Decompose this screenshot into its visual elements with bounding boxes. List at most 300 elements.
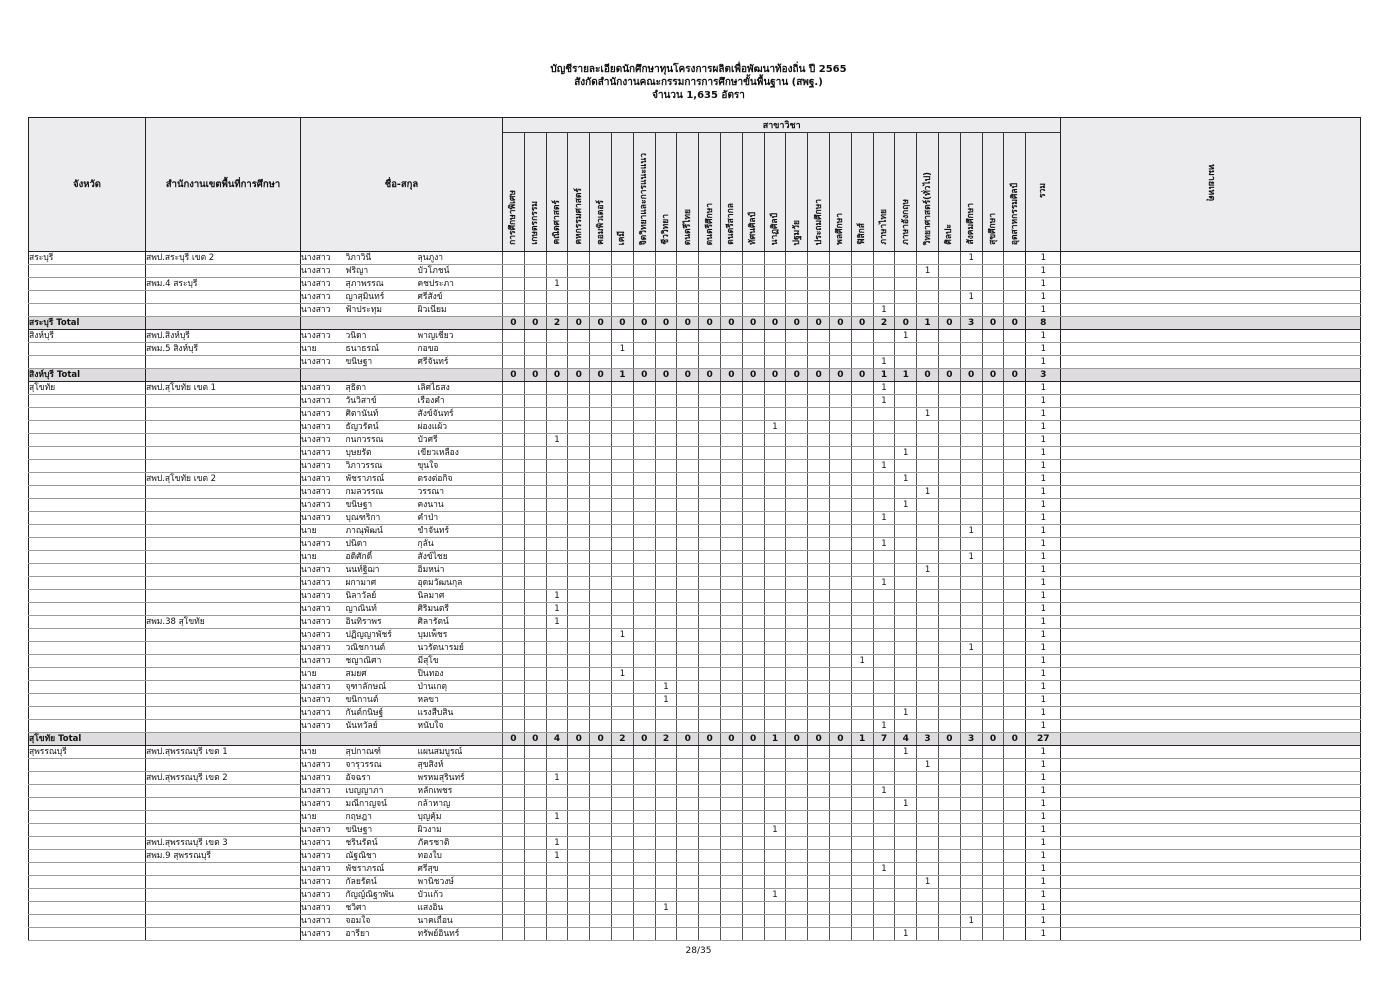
subject-count-cell — [873, 837, 895, 850]
header-total-label: รวม — [1038, 183, 1049, 198]
subject-count-cell — [1004, 460, 1026, 473]
subject-count-cell — [524, 460, 546, 473]
header-subject — [851, 133, 873, 252]
subject-count-cell — [851, 330, 873, 343]
name-prefix: นางสาว — [301, 824, 346, 837]
subject-count-cell — [764, 863, 786, 876]
subject-count-cell — [808, 824, 830, 837]
last-name: หลขา — [418, 694, 503, 707]
subject-total-cell: 0 — [851, 369, 873, 382]
subject-count-cell — [917, 837, 939, 850]
subject-count-cell — [720, 876, 742, 889]
subject-count-cell — [808, 785, 830, 798]
remarks-cell — [1061, 798, 1361, 811]
subject-count-cell — [568, 616, 590, 629]
last-name: บุมเพ็ชร — [418, 629, 503, 642]
subject-count-cell — [677, 538, 699, 551]
subject-count-cell — [982, 772, 1004, 785]
subject-count-cell — [677, 707, 699, 720]
subject-count-cell — [524, 655, 546, 668]
subject-count-cell — [524, 395, 546, 408]
subject-count-cell — [524, 447, 546, 460]
subject-count-cell — [677, 603, 699, 616]
last-name: แสงอิน — [418, 902, 503, 915]
subject-count-cell — [699, 382, 721, 395]
province-cell — [29, 434, 146, 447]
name-prefix: นางสาว — [301, 642, 346, 655]
office-cell — [146, 486, 301, 499]
province-total-label: สุโขทัย Total — [29, 733, 146, 746]
subject-total-cell: 0 — [829, 317, 851, 330]
subject-count-cell — [938, 265, 960, 278]
subject-count-cell — [829, 720, 851, 733]
header-subject — [895, 133, 917, 252]
subject-count-cell — [764, 278, 786, 291]
subject-count-cell — [677, 252, 699, 265]
subject-count-cell — [764, 759, 786, 772]
subject-count-cell — [982, 811, 1004, 824]
subject-count-cell — [655, 330, 677, 343]
subject-count-cell — [1004, 382, 1026, 395]
subject-count-cell — [786, 408, 808, 421]
remarks-cell — [1061, 629, 1361, 642]
subject-count-cell — [764, 616, 786, 629]
name-prefix: นางสาว — [301, 486, 346, 499]
subject-count-cell — [742, 642, 764, 655]
subject-count-cell — [568, 668, 590, 681]
remarks-cell — [1061, 681, 1361, 694]
subject-count-cell — [786, 915, 808, 928]
province-cell — [29, 928, 146, 941]
subject-count-cell — [612, 252, 634, 265]
subject-count-cell — [786, 551, 808, 564]
subject-count-cell — [590, 304, 612, 317]
subject-count-cell — [938, 486, 960, 499]
subject-count-cell — [699, 798, 721, 811]
subject-count-cell — [699, 538, 721, 551]
subject-count-cell — [720, 707, 742, 720]
subject-count-cell — [895, 356, 917, 369]
name-prefix: นางสาว — [301, 707, 346, 720]
subject-count-cell — [917, 356, 939, 369]
subject-total-cell: 0 — [742, 317, 764, 330]
subject-count-cell — [633, 720, 655, 733]
first-name: ญาณินท์ — [346, 603, 418, 616]
subject-count-cell — [764, 902, 786, 915]
last-name: บุญคุ้ม — [418, 811, 503, 824]
subject-count-cell: 1 — [546, 590, 568, 603]
subject-count-cell — [677, 408, 699, 421]
subject-count-cell — [612, 681, 634, 694]
subject-count-cell — [829, 252, 851, 265]
subject-count-cell — [895, 681, 917, 694]
subject-count-cell — [546, 525, 568, 538]
subject-count-cell — [742, 330, 764, 343]
first-name: บุษยรัต — [346, 447, 418, 460]
table-row — [29, 850, 1361, 863]
subject-count-cell — [895, 421, 917, 434]
subject-count-cell — [503, 928, 525, 941]
office-cell — [146, 408, 301, 421]
name-prefix: นางสาว — [301, 889, 346, 902]
subject-count-cell — [786, 330, 808, 343]
header-subject — [938, 133, 960, 252]
subject-count-cell — [699, 642, 721, 655]
subject-count-cell — [699, 603, 721, 616]
subject-count-cell — [808, 538, 830, 551]
subject-count-cell — [917, 915, 939, 928]
subject-count-cell — [590, 668, 612, 681]
subject-count-cell — [699, 486, 721, 499]
remarks-cell — [1061, 252, 1361, 265]
subject-count-cell — [786, 460, 808, 473]
table-row — [29, 707, 1361, 720]
subject-count-cell — [873, 928, 895, 941]
table-row — [29, 473, 1361, 486]
subject-total-cell: 0 — [982, 733, 1004, 746]
subject-count-cell — [568, 902, 590, 915]
subject-total-cell: 1 — [612, 369, 634, 382]
subject-count-cell — [829, 330, 851, 343]
name-prefix: นาย — [301, 525, 346, 538]
subject-count-cell — [982, 512, 1004, 525]
subject-count-cell — [808, 395, 830, 408]
subject-total-cell: 0 — [568, 733, 590, 746]
subject-total-cell: 0 — [742, 733, 764, 746]
subject-total-cell: 3 — [960, 317, 982, 330]
province-cell — [29, 278, 146, 291]
header-total — [1026, 133, 1061, 252]
subject-count-cell — [851, 915, 873, 928]
subject-count-cell — [938, 681, 960, 694]
subject-count-cell — [568, 577, 590, 590]
subject-count-cell — [590, 837, 612, 850]
subject-count-cell — [568, 785, 590, 798]
remarks-cell — [1061, 395, 1361, 408]
subject-count-cell — [720, 889, 742, 902]
subject-count-cell — [851, 434, 873, 447]
subject-count-cell — [677, 447, 699, 460]
header-subject-label: การศึกษาพิเศษ — [508, 190, 519, 245]
subject-count-cell — [960, 590, 982, 603]
subject-total-cell: 2 — [546, 317, 568, 330]
first-name: อารียา — [346, 928, 418, 941]
subject-count-cell — [960, 876, 982, 889]
subject-count-cell — [960, 616, 982, 629]
subject-count-cell — [851, 837, 873, 850]
subject-count-cell — [851, 759, 873, 772]
subject-count-cell — [960, 304, 982, 317]
subject-count-cell — [503, 863, 525, 876]
subject-count-cell — [568, 681, 590, 694]
header-subject-label: เคมี — [617, 230, 628, 245]
subject-count-cell — [851, 291, 873, 304]
first-name: มณีกาญจน์ — [346, 798, 418, 811]
subject-count-cell — [503, 304, 525, 317]
subject-count-cell — [917, 616, 939, 629]
office-cell — [146, 811, 301, 824]
subject-count-cell — [786, 473, 808, 486]
subject-count-cell — [524, 486, 546, 499]
subject-count-cell — [1004, 330, 1026, 343]
subject-count-cell — [873, 629, 895, 642]
subject-count-cell: 1 — [895, 473, 917, 486]
subject-count-cell — [612, 330, 634, 343]
first-name: เบญญาภา — [346, 785, 418, 798]
subject-count-cell: 1 — [546, 603, 568, 616]
subject-count-cell — [612, 278, 634, 291]
subject-count-cell — [524, 265, 546, 278]
subject-count-cell — [590, 798, 612, 811]
subject-count-cell — [938, 616, 960, 629]
subject-count-cell — [568, 915, 590, 928]
subject-count-cell — [873, 447, 895, 460]
last-name: เขียวเหลือง — [418, 447, 503, 460]
subject-count-cell — [699, 447, 721, 460]
subject-count-cell — [829, 785, 851, 798]
subject-count-cell — [568, 798, 590, 811]
subject-count-cell — [524, 330, 546, 343]
subject-count-cell — [982, 473, 1004, 486]
subject-total-cell: 0 — [1004, 733, 1026, 746]
subject-count-cell — [568, 564, 590, 577]
subject-count-cell — [568, 291, 590, 304]
subject-count-cell — [829, 655, 851, 668]
row-total: 1 — [1026, 850, 1061, 863]
subject-count-cell — [524, 720, 546, 733]
subject-count-cell — [720, 616, 742, 629]
subject-count-cell — [524, 824, 546, 837]
subject-count-cell — [655, 278, 677, 291]
subject-count-cell — [982, 278, 1004, 291]
name-prefix: นางสาว — [301, 460, 346, 473]
subject-count-cell — [786, 759, 808, 772]
subject-count-cell — [895, 629, 917, 642]
subject-count-cell — [851, 642, 873, 655]
remarks-cell — [1061, 447, 1361, 460]
subject-count-cell — [873, 590, 895, 603]
subject-count-cell — [960, 694, 982, 707]
subject-count-cell — [917, 512, 939, 525]
subject-count-cell — [764, 694, 786, 707]
subject-count-cell — [1004, 252, 1026, 265]
office-cell — [146, 798, 301, 811]
row-total: 8 — [1026, 317, 1061, 330]
subject-count-cell — [568, 590, 590, 603]
subject-count-cell — [568, 447, 590, 460]
subject-total-cell: 0 — [808, 317, 830, 330]
subject-count-cell — [633, 304, 655, 317]
subject-count-cell — [786, 655, 808, 668]
subject-count-cell — [1004, 655, 1026, 668]
subject-count-cell — [699, 785, 721, 798]
subject-count-cell — [829, 642, 851, 655]
last-name: วรรณา — [418, 486, 503, 499]
subject-count-cell — [677, 434, 699, 447]
subject-count-cell — [546, 447, 568, 460]
subject-count-cell — [1004, 304, 1026, 317]
subject-count-cell — [786, 538, 808, 551]
subject-count-cell — [633, 824, 655, 837]
first-name: วิภาวรรณ — [346, 460, 418, 473]
subject-count-cell — [524, 876, 546, 889]
subject-count-cell — [1004, 486, 1026, 499]
subject-count-cell — [655, 408, 677, 421]
subject-count-cell — [742, 434, 764, 447]
table-row — [29, 694, 1361, 707]
subject-count-cell — [720, 811, 742, 824]
subject-total-cell: 0 — [829, 369, 851, 382]
subject-count-cell — [960, 343, 982, 356]
row-total: 1 — [1026, 915, 1061, 928]
subject-count-cell — [568, 772, 590, 785]
remarks-cell — [1061, 603, 1361, 616]
name-prefix: นางสาว — [301, 473, 346, 486]
province-cell — [29, 538, 146, 551]
table-row — [29, 603, 1361, 616]
subject-count-cell — [612, 525, 634, 538]
subject-count-cell — [786, 902, 808, 915]
subject-count-cell — [1004, 642, 1026, 655]
first-name: ฟ้าประทุม — [346, 304, 418, 317]
subject-count-cell — [699, 746, 721, 759]
header-subject — [764, 133, 786, 252]
subject-count-cell — [1004, 265, 1026, 278]
subject-count-cell — [786, 356, 808, 369]
office-cell — [146, 629, 301, 642]
office-cell — [146, 265, 301, 278]
subject-count-cell — [960, 668, 982, 681]
subject-count-cell — [960, 395, 982, 408]
subject-count-cell — [612, 356, 634, 369]
subject-count-cell — [917, 473, 939, 486]
subject-count-cell — [699, 525, 721, 538]
subject-count-cell — [786, 434, 808, 447]
subject-count-cell — [655, 304, 677, 317]
subject-count-cell — [786, 720, 808, 733]
subject-count-cell — [742, 460, 764, 473]
last-name: อิ่มหน่า — [418, 564, 503, 577]
subject-count-cell: 1 — [873, 720, 895, 733]
subject-count-cell: 1 — [546, 772, 568, 785]
subject-count-cell: 1 — [960, 915, 982, 928]
subject-count-cell — [764, 798, 786, 811]
subject-count-cell — [895, 642, 917, 655]
office-cell — [146, 421, 301, 434]
table-row — [29, 759, 1361, 772]
subject-count-cell — [742, 304, 764, 317]
remarks-cell — [1061, 889, 1361, 902]
subject-count-cell — [764, 577, 786, 590]
subject-count-cell — [895, 915, 917, 928]
subject-count-cell — [982, 759, 1004, 772]
subject-count-cell — [503, 915, 525, 928]
subject-count-cell — [720, 460, 742, 473]
subject-count-cell — [612, 889, 634, 902]
subject-count-cell — [590, 759, 612, 772]
subject-count-cell — [873, 291, 895, 304]
first-name: สุภาพรรณ — [346, 278, 418, 291]
subject-count-cell — [720, 824, 742, 837]
subject-count-cell — [895, 291, 917, 304]
remarks-cell — [1061, 304, 1361, 317]
subject-count-cell — [895, 304, 917, 317]
subject-total-cell: 0 — [720, 369, 742, 382]
province-cell: สุโขทัย — [29, 382, 146, 395]
office-cell — [146, 694, 301, 707]
subject-count-cell — [590, 278, 612, 291]
subject-count-cell — [655, 525, 677, 538]
subject-count-cell — [699, 616, 721, 629]
subject-count-cell — [524, 707, 546, 720]
subject-count-cell — [917, 538, 939, 551]
row-total: 1 — [1026, 356, 1061, 369]
subject-count-cell — [851, 551, 873, 564]
last-name: บัวโภชน์ — [418, 265, 503, 278]
subject-count-cell — [568, 330, 590, 343]
subject-count-cell — [938, 902, 960, 915]
subject-count-cell — [612, 876, 634, 889]
subject-count-cell — [699, 759, 721, 772]
subject-count-cell — [829, 707, 851, 720]
first-name: วิภาวินี — [346, 252, 418, 265]
subject-count-cell — [742, 681, 764, 694]
last-name: แรงสืบสิน — [418, 707, 503, 720]
subject-count-cell — [503, 655, 525, 668]
subject-count-cell — [568, 876, 590, 889]
subject-count-cell — [808, 850, 830, 863]
header-subject-label: สังคมศึกษา — [966, 203, 977, 245]
subject-count-cell — [655, 434, 677, 447]
province-cell — [29, 772, 146, 785]
subject-count-cell — [524, 603, 546, 616]
subject-count-cell — [524, 811, 546, 824]
province-cell — [29, 356, 146, 369]
subject-count-cell — [503, 499, 525, 512]
subject-count-cell — [851, 746, 873, 759]
subject-count-cell — [720, 902, 742, 915]
subject-count-cell — [677, 746, 699, 759]
row-total: 1 — [1026, 512, 1061, 525]
header-subject-label: ภาษาไทย — [878, 209, 889, 245]
subject-count-cell — [633, 356, 655, 369]
subject-count-cell — [612, 915, 634, 928]
subject-total-cell: 0 — [503, 369, 525, 382]
subject-count-cell — [503, 252, 525, 265]
subject-count-cell — [612, 746, 634, 759]
subject-total-cell: 0 — [568, 369, 590, 382]
header-subject-label: ภาษาอังกฤษ — [900, 199, 911, 245]
subject-count-cell — [503, 642, 525, 655]
subject-count-cell — [917, 499, 939, 512]
subject-count-cell — [633, 668, 655, 681]
name-prefix: นางสาว — [301, 538, 346, 551]
subject-count-cell — [851, 512, 873, 525]
province-cell — [29, 694, 146, 707]
subject-count-cell — [612, 291, 634, 304]
subject-count-cell — [677, 902, 699, 915]
subject-count-cell — [524, 291, 546, 304]
last-name: เรืองคำ — [418, 395, 503, 408]
row-total: 1 — [1026, 798, 1061, 811]
subject-count-cell — [829, 811, 851, 824]
document-subtitle: สังกัดสำนักงานคณะกรรมการการศึกษาขั้นพื้นฐาน (สพฐ.) — [574, 77, 823, 88]
subject-count-cell — [960, 811, 982, 824]
first-name: ธัญวรัตน์ — [346, 421, 418, 434]
subject-count-cell: 1 — [895, 707, 917, 720]
subject-total-cell: 0 — [699, 733, 721, 746]
subject-count-cell — [720, 850, 742, 863]
